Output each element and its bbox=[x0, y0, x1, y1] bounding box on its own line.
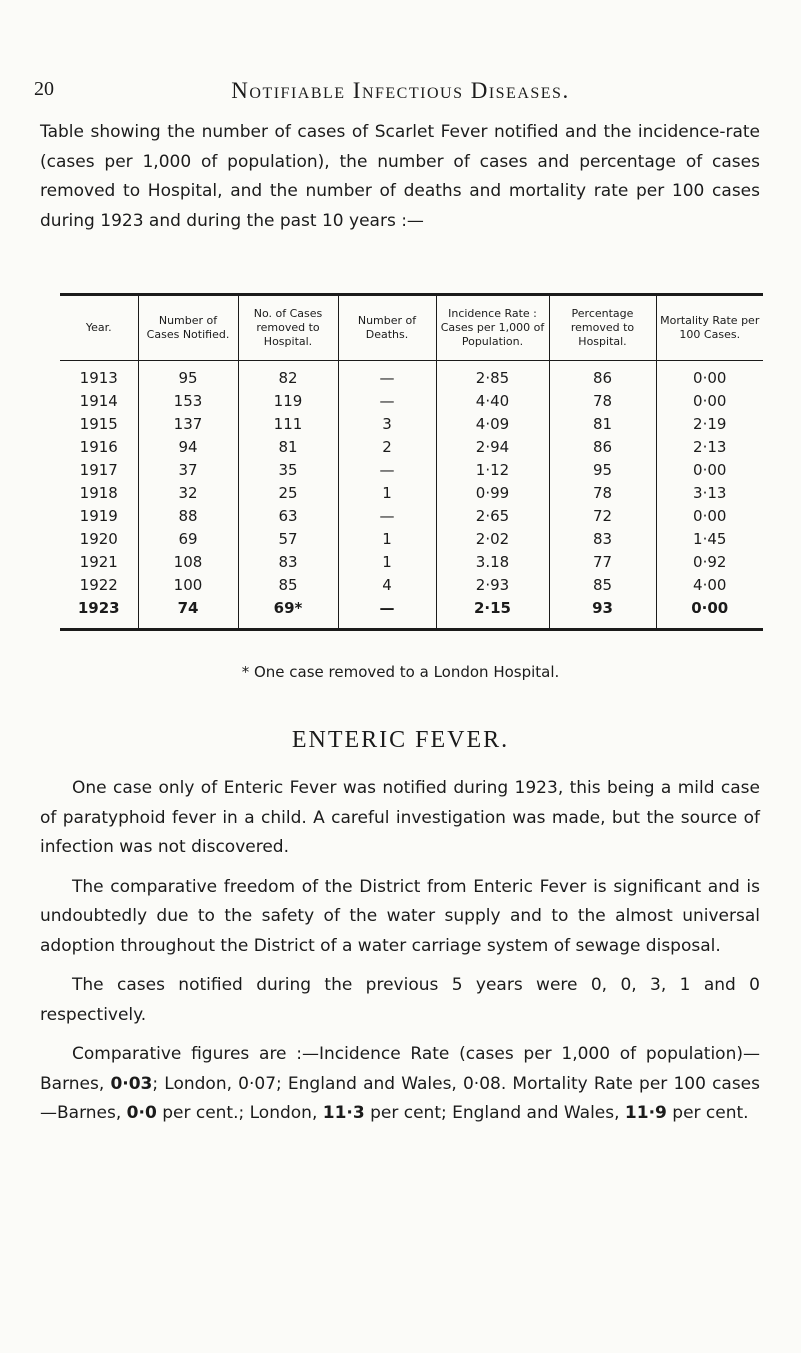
text-segment: per cent.; London, bbox=[156, 1103, 323, 1123]
table-cell: 81 bbox=[549, 413, 656, 436]
paragraph-3: The cases notified during the previous 5 years were 0, 0, 3, 1 and 0 respectively. bbox=[40, 975, 760, 1025]
table-cell: 95 bbox=[138, 361, 238, 391]
table-cell: 153 bbox=[138, 390, 238, 413]
table-cell: 1918 bbox=[79, 484, 118, 502]
table-cell: 1914 bbox=[79, 392, 118, 410]
table-cell: 1920 bbox=[79, 530, 118, 548]
running-title: Notifiable Infectious Diseases. bbox=[231, 78, 570, 103]
table-cell: 37 bbox=[138, 459, 238, 482]
table-cell: 1 bbox=[338, 482, 436, 505]
text-segment: Comparative figures are :—Incidence Rate (cases per 1,000 of population)—Barnes, bbox=[40, 1044, 760, 1094]
table-cell: 2·65 bbox=[436, 505, 549, 528]
column-header-year: Year. bbox=[60, 295, 138, 361]
table-cell: 57 bbox=[238, 528, 338, 551]
table-cell: 93 bbox=[549, 597, 656, 630]
page-header bbox=[34, 78, 767, 108]
table-row bbox=[60, 361, 763, 391]
table-row-1923 bbox=[60, 597, 763, 630]
table-cell: 4 bbox=[338, 574, 436, 597]
table-row bbox=[60, 436, 763, 459]
paragraph-4 bbox=[40, 1040, 760, 1129]
table-cell: 88 bbox=[138, 505, 238, 528]
table-row bbox=[60, 528, 763, 551]
scarlet-fever-table bbox=[60, 293, 763, 631]
table-cell: 3·13 bbox=[656, 482, 763, 505]
table-cell: 111 bbox=[238, 413, 338, 436]
table-row bbox=[60, 413, 763, 436]
intro-paragraph: Table showing the number of cases of Scarlet Fever notified and the incidence-rate (cases per 1,000 of population), the number of cases and percentage of cases removed to Hospital, and the number of deaths and mortality rate per 100 cases during 1923 and during the past 10 years :— bbox=[40, 122, 760, 231]
table-cell: 86 bbox=[549, 361, 656, 391]
bold-figure: 11·3 bbox=[322, 1103, 365, 1123]
table-cell: 78 bbox=[549, 390, 656, 413]
table-cell: 2·19 bbox=[656, 413, 763, 436]
table-cell: 0·00 bbox=[656, 597, 763, 630]
table-cell: 4·40 bbox=[436, 390, 549, 413]
table-cell: 35 bbox=[238, 459, 338, 482]
table-cell: 4·09 bbox=[436, 413, 549, 436]
table-cell: 95 bbox=[549, 459, 656, 482]
table-cell: 74 bbox=[138, 597, 238, 630]
table-cell: 25 bbox=[238, 482, 338, 505]
bold-figure: 11·9 bbox=[624, 1103, 667, 1123]
table-row bbox=[60, 482, 763, 505]
column-header-deaths: Number of Deaths. bbox=[338, 295, 436, 361]
page-number: 20 bbox=[34, 78, 54, 100]
table-cell: — bbox=[338, 505, 436, 528]
table-cell: 1923 bbox=[77, 599, 120, 617]
table-header-row bbox=[60, 295, 763, 361]
column-header-incidence-rate: Incidence Rate : Cases per 1,000 of Population. bbox=[436, 295, 549, 361]
table-cell: — bbox=[338, 361, 436, 391]
bold-figure: 0·0 bbox=[126, 1103, 157, 1123]
paragraph-2: The comparative freedom of the District from Enteric Fever is significant and is undoubtedly due to the safety of the water supply and to the almost universal adoption throughout the District of a water carriage system of sewage disposal. bbox=[40, 876, 760, 956]
table-cell: 82 bbox=[238, 361, 338, 391]
table-row bbox=[60, 574, 763, 597]
paragraph-1: One case only of Enteric Fever was notified during 1923, this being a mild case of paratyphoid fever in a child. A careful investigation was made, but the source of infection was not discovered. bbox=[40, 778, 760, 857]
table-cell: 69 bbox=[138, 528, 238, 551]
table-row bbox=[60, 459, 763, 482]
table-cell: 108 bbox=[138, 551, 238, 574]
table-cell: — bbox=[338, 597, 436, 630]
table-cell: 2·93 bbox=[436, 574, 549, 597]
table-cell: 86 bbox=[549, 436, 656, 459]
table-cell: 2 bbox=[338, 436, 436, 459]
column-header-mortality-rate: Mortality Rate per 100 Cases. bbox=[656, 295, 763, 361]
table-cell: 1922 bbox=[79, 576, 118, 594]
table-cell: 0·00 bbox=[656, 459, 763, 482]
section-heading-enteric-fever: ENTERIC FEVER. bbox=[291, 727, 510, 753]
table-cell: 1 bbox=[338, 528, 436, 551]
table-cell: 77 bbox=[549, 551, 656, 574]
table-cell: 4·00 bbox=[656, 574, 763, 597]
table-cell: 1917 bbox=[79, 461, 118, 479]
enteric-fever-body bbox=[40, 774, 760, 1139]
table-row bbox=[60, 390, 763, 413]
table-cell: 69* bbox=[238, 597, 338, 630]
table-cell: 85 bbox=[549, 574, 656, 597]
table-cell: 3.18 bbox=[436, 551, 549, 574]
bold-figure: 0·03 bbox=[110, 1073, 153, 1094]
table-cell: 1921 bbox=[79, 553, 118, 571]
table-cell: 0·00 bbox=[656, 390, 763, 413]
table-cell: 2·13 bbox=[656, 436, 763, 459]
table-cell: 1916 bbox=[79, 438, 118, 456]
column-header-removed-to-hospital: No. of Cases removed to Hospital. bbox=[238, 295, 338, 361]
table-cell: 1913 bbox=[79, 369, 118, 387]
table-cell: 1915 bbox=[79, 415, 118, 433]
text-segment: ; London, 0·07; England and Wales, 0·08. Mortality Rate per 100 cases—Barnes, bbox=[40, 1073, 761, 1123]
table-cell: 0·00 bbox=[656, 505, 763, 528]
table-cell: 81 bbox=[238, 436, 338, 459]
table-cell: 1 bbox=[338, 551, 436, 574]
table-cell: 0·92 bbox=[656, 551, 763, 574]
table-cell: 1919 bbox=[79, 507, 118, 525]
table-cell: 63 bbox=[238, 505, 338, 528]
column-header-percentage-removed: Percentage removed to Hospital. bbox=[549, 295, 656, 361]
table-row bbox=[60, 551, 763, 574]
table-cell: 85 bbox=[238, 574, 338, 597]
text-segment: per cent. bbox=[666, 1103, 749, 1123]
table-cell: 72 bbox=[549, 505, 656, 528]
table-cell: 2·85 bbox=[436, 361, 549, 391]
table-cell: 94 bbox=[138, 436, 238, 459]
table-row bbox=[60, 505, 763, 528]
table-cell: — bbox=[338, 390, 436, 413]
table-cell: 32 bbox=[138, 482, 238, 505]
table-cell: — bbox=[338, 459, 436, 482]
table-cell: 0·99 bbox=[436, 482, 549, 505]
table-cell: 3 bbox=[338, 413, 436, 436]
table-cell: 83 bbox=[549, 528, 656, 551]
table-cell: 83 bbox=[238, 551, 338, 574]
table-cell: 137 bbox=[138, 413, 238, 436]
table-cell: 100 bbox=[138, 574, 238, 597]
table-cell: 1·45 bbox=[656, 528, 763, 551]
table-footnote: * One case removed to a London Hospital. bbox=[241, 663, 560, 681]
table-cell: 2·94 bbox=[436, 436, 549, 459]
column-header-cases-notified: Number of Cases Notified. bbox=[138, 295, 238, 361]
table-cell: 2·02 bbox=[436, 528, 549, 551]
table-cell: 78 bbox=[549, 482, 656, 505]
table-cell: 119 bbox=[238, 390, 338, 413]
table-cell: 2·15 bbox=[436, 597, 549, 630]
text-segment: per cent; England and Wales, bbox=[364, 1103, 625, 1123]
table-cell: 1·12 bbox=[436, 459, 549, 482]
table-cell: 0·00 bbox=[656, 361, 763, 391]
